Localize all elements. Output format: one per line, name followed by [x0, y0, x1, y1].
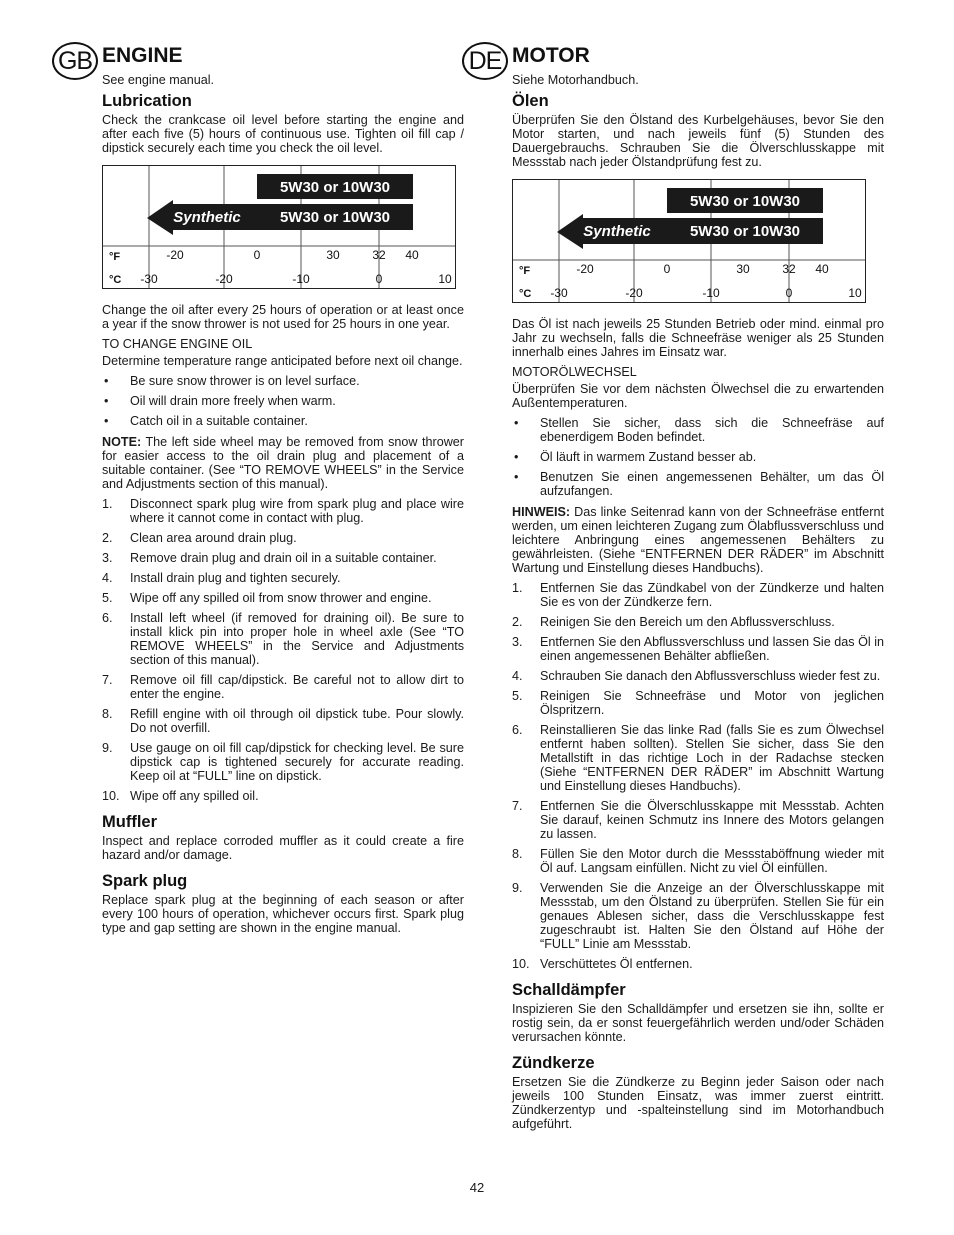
- list-item: [102, 741, 464, 783]
- celsius-tick-label: -20: [215, 272, 233, 286]
- de-section-subtitle: Siehe Motorhandbuch.: [512, 73, 639, 87]
- step-text: Reinigen Sie den Bereich um den Abflussverschluss.: [540, 615, 835, 629]
- de-muffler-text: Inspizieren Sie den Schalldämpfer und ersetzen sie ihn, sollte er rostig sein, da er sonst feuergefährlich werden und/oder Schäden verursachen könnte.: [512, 1002, 884, 1044]
- gb-spark-plug-text: Replace spark plug at the beginning of each season or after every 100 hours of operation, whichever occurs first. Spark plug type and gap setting are shown in the engine manual.: [102, 893, 464, 935]
- list-item: [102, 591, 464, 605]
- list-item: • Stellen Sie sicher, dass sich die Schneefräse auf ebenerdigem Boden befindet.: [512, 416, 884, 444]
- fahrenheit-tick-label: 0: [663, 262, 671, 276]
- gb-oil-chart-svg: [103, 166, 455, 288]
- step-text: Remove drain plug and drain oil in a suitable container.: [130, 551, 437, 565]
- gb-section-subtitle: See engine manual.: [102, 73, 215, 87]
- synthetic-grade-label: 5W30 or 10W30: [689, 223, 801, 240]
- unit-fahrenheit: °F: [519, 265, 531, 277]
- step-text: Entfernen Sie den Abflussverschluss und lassen Sie das Öl in einen angemessenen Behälter abfließen.: [540, 635, 884, 663]
- step-number: 1.: [512, 581, 523, 595]
- celsius-tick-label: 10: [438, 272, 452, 286]
- de-muffler-heading: Schalldämpfer: [512, 981, 626, 999]
- step-number: 7.: [512, 799, 523, 813]
- list-item: • Benutzen Sie einen angemessenen Behälter, um das Öl aufzufangen.: [512, 470, 884, 498]
- gb-note-label: NOTE:: [102, 435, 142, 449]
- page-number: 42: [469, 1180, 485, 1195]
- synthetic-label: Synthetic: [173, 209, 241, 226]
- de-language-badge: DE: [462, 42, 508, 80]
- de-column: [462, 42, 884, 1137]
- list-item: [102, 497, 464, 525]
- step-text: Reinstallieren Sie das linke Rad (falls Sie es zum Ölwechsel entfernt haben sollten). Stellen Sie sicher, dass Sie den Metallstift in das richtige Loch in der Radachse stecken (Siehe “ENTFERNEN DER RÄDER” im Abschnitt Wartung und Einstellung dieses Handbuchs).: [540, 723, 884, 793]
- de-change-interval: Das Öl ist nach jeweils 25 Stunden Betrieb oder mind. einmal pro Jahr zu wechseln, falls die Schneefräse weniger als 25 Stunden innerhalb eines Jahres im Einsatz war.: [512, 317, 884, 359]
- de-section-title: MOTOR: [512, 44, 590, 67]
- step-text: Wipe off any spilled oil.: [130, 789, 259, 803]
- gb-lubrication-intro: Check the crankcase oil level before starting the engine and after each five (5) hours of continuous use. Tighten oil fill cap / dipstick securely each time you check the oil level.: [102, 113, 464, 155]
- list-item: [102, 789, 464, 803]
- list-item: [102, 707, 464, 735]
- oil-grade-label: 5W30 or 10W30: [279, 179, 391, 196]
- celsius-tick-label: -10: [702, 286, 720, 300]
- step-number: 1.: [102, 497, 113, 511]
- list-item: [512, 799, 884, 841]
- de-steps-list: [512, 581, 884, 971]
- celsius-tick-label: -30: [140, 272, 158, 286]
- step-number: 2.: [102, 531, 113, 545]
- de-determine-range: Überprüfen Sie vor dem nächsten Ölwechsel die zu erwartenden Außentemperaturen.: [512, 382, 884, 410]
- de-oil-temperature-chart: [512, 179, 866, 303]
- step-number: 7.: [102, 673, 113, 687]
- de-note: [512, 505, 884, 575]
- step-number: 5.: [512, 689, 523, 703]
- list-item: [102, 551, 464, 565]
- fahrenheit-tick-label: 40: [815, 262, 829, 276]
- de-change-oil-heading: MOTORÖLWECHSEL: [512, 365, 637, 379]
- gb-change-interval: Change the oil after every 25 hours of operation or at least once a year if the snow thrower is not used for 25 hours in one year.: [102, 303, 464, 331]
- step-number: 8.: [102, 707, 113, 721]
- celsius-tick-label: 10: [848, 286, 862, 300]
- step-number: 2.: [512, 615, 523, 629]
- step-text: Entfernen Sie das Zündkabel von der Zündkerze und halten Sie es von der Zündkerze fern.: [540, 581, 884, 609]
- step-text: Remove oil fill cap/dipstick. Be careful not to allow dirt to enter the engine.: [130, 673, 464, 701]
- step-text: Schrauben Sie danach den Abflussverschluss wieder fest zu.: [540, 669, 881, 683]
- step-text: Use gauge on oil fill cap/dipstick for checking level. Be sure dipstick cap is tightened securely for accurate reading. Keep oil at “FULL” line on dipstick.: [130, 741, 464, 783]
- gb-steps-list: [102, 497, 464, 803]
- gb-note: [102, 435, 464, 491]
- celsius-tick-label: -30: [550, 286, 568, 300]
- list-item: [102, 531, 464, 545]
- unit-celsius: °C: [109, 274, 122, 286]
- step-text: Wipe off any spilled oil from snow thrower and engine.: [130, 591, 432, 605]
- gb-column: [52, 42, 464, 941]
- de-note-text: Das linke Seitenrad kann von der Schneefräse entfernt werden, um einen leichteren Zugang zum Ölabflussverschluss und leichtere Anbringung eines angemessenen Behälters zu gewährleisten. (Siehe “ENTFERNEN DER RÄDER” im Abschnitt Wartung und Einstellung dieses Handbuchs).: [512, 505, 884, 575]
- de-content: [512, 92, 884, 1131]
- step-number: 3.: [512, 635, 523, 649]
- gb-lubrication-heading: Lubrication: [102, 92, 192, 110]
- step-number: 3.: [102, 551, 113, 565]
- step-number: 10.: [102, 789, 120, 803]
- gb-header: [52, 42, 464, 87]
- step-text: Refill engine with oil through oil dipstick tube. Pour slowly. Do not overfill.: [130, 707, 464, 735]
- step-number: 4.: [512, 669, 523, 683]
- de-spark-plug-text: Ersetzen Sie die Zündkerze zu Beginn jeder Saison oder nach jeweils 100 Stunden Einsatz, was immer zuerst eintritt. Zündkerzentyp und -spalteinstellung sind im Motorhandbuch aufgeführt.: [512, 1075, 884, 1131]
- de-oil-chart-svg: [513, 180, 865, 302]
- step-text: Füllen Sie den Motor durch die Messstaböffnung wieder mit Öl auf. Langsam einfüllen. Nicht zu viel Öl einfüllen.: [540, 847, 884, 875]
- list-item: [512, 689, 884, 717]
- step-number: 6.: [512, 723, 523, 737]
- step-text: Clean area around drain plug.: [130, 531, 297, 545]
- gb-content: [102, 92, 464, 935]
- gb-muffler-text: Inspect and replace corroded muffler as it could create a fire hazard and/or damage.: [102, 834, 464, 862]
- fahrenheit-tick-label: -20: [576, 262, 594, 276]
- gb-note-text: The left side wheel may be removed from snow thrower for easier access to the oil drain plug and placement of a suitable container. (See “TO REMOVE WHEELS” in the Service and Adjustments section of this manual).: [102, 435, 464, 491]
- fahrenheit-tick-label: 32: [782, 262, 796, 276]
- step-number: 8.: [512, 847, 523, 861]
- fahrenheit-tick-label: 30: [736, 262, 750, 276]
- step-number: 4.: [102, 571, 113, 585]
- synthetic-grade-label: 5W30 or 10W30: [279, 209, 391, 226]
- list-item: [102, 611, 464, 667]
- list-item: • Catch oil in a suitable container.: [102, 414, 464, 428]
- step-text: Disconnect spark plug wire from spark plug and place wire where it cannot come in contact with plug.: [130, 497, 464, 525]
- unit-fahrenheit: °F: [109, 251, 121, 263]
- list-item: [512, 615, 884, 629]
- step-text: Verschüttetes Öl entfernen.: [540, 957, 693, 971]
- list-item: • Öl läuft in warmem Zustand besser ab.: [512, 450, 884, 464]
- gb-section-title: ENGINE: [102, 44, 183, 67]
- celsius-tick-label: 0: [375, 272, 383, 286]
- fahrenheit-tick-label: 40: [405, 248, 419, 262]
- de-note-label: HINWEIS:: [512, 505, 571, 519]
- gb-muffler-heading: Muffler: [102, 813, 157, 831]
- list-item: [102, 571, 464, 585]
- step-text: Reinigen Sie Schneefräse und Motor von jeglichen Ölspritzern.: [540, 689, 884, 717]
- celsius-tick-label: -10: [292, 272, 310, 286]
- list-item: • Oil will drain more freely when warm.: [102, 394, 464, 408]
- list-item: [512, 847, 884, 875]
- fahrenheit-tick-label: 32: [372, 248, 386, 262]
- list-item: [102, 673, 464, 701]
- step-number: 9.: [512, 881, 523, 895]
- de-precaution-list: [512, 416, 884, 498]
- fahrenheit-tick-label: 0: [253, 248, 261, 262]
- gb-oil-temperature-chart: [102, 165, 456, 289]
- de-spark-plug-heading: Zündkerze: [512, 1054, 595, 1072]
- step-number: 9.: [102, 741, 113, 755]
- oil-grade-label: 5W30 or 10W30: [689, 193, 801, 210]
- de-lubrication-intro: Überprüfen Sie den Ölstand des Kurbelgehäuses, bevor Sie den Motor starten, und nach jeweils fünf (5) Stunden des Dauergebrauchs. Schrauben Sie die Ölverschlusskappe mit Messstab nach jeder Ölstandprüfung fest zu.: [512, 113, 884, 169]
- unit-celsius: °C: [519, 288, 532, 300]
- gb-change-oil-heading: TO CHANGE ENGINE OIL: [102, 337, 253, 351]
- synthetic-label: Synthetic: [583, 223, 651, 240]
- list-item: [512, 957, 884, 971]
- list-item: [512, 581, 884, 609]
- fahrenheit-tick-label: 30: [326, 248, 340, 262]
- step-number: 10.: [512, 957, 530, 971]
- gb-determine-range: Determine temperature range anticipated before next oil change.: [102, 354, 463, 368]
- list-item: [512, 635, 884, 663]
- step-number: 6.: [102, 611, 113, 625]
- list-item: [512, 723, 884, 793]
- step-text: Install left wheel (if removed for draining oil). Be sure to install klick pin into proper hole in wheel axle (See “TO REMOVE WHEELS” in the Service and Adjustments section of this manual).: [130, 611, 464, 667]
- list-item: [512, 881, 884, 951]
- list-item: [512, 669, 884, 683]
- gb-spark-plug-heading: Spark plug: [102, 872, 188, 890]
- step-number: 5.: [102, 591, 113, 605]
- de-header: [462, 42, 884, 87]
- step-text: Entfernen Sie die Ölverschlusskappe mit Messstab. Achten Sie darauf, keinen Schmutz ins Innere des Motors gelangen zu lassen.: [540, 799, 884, 841]
- gb-language-badge: GB: [52, 42, 98, 80]
- list-item: • Be sure snow thrower is on level surface.: [102, 374, 464, 388]
- celsius-tick-label: -20: [625, 286, 643, 300]
- step-text: Install drain plug and tighten securely.: [130, 571, 341, 585]
- step-text: Verwenden Sie die Anzeige an der Ölverschlusskappe mit Messstab, um den Ölstand zu überprüfen. Stellen Sie für ein genaues Ablesen sicher, dass die Verschlusskappe fest zugeschraubt ist. Halten Sie den Ölstand auf Höhe der “FULL” Linie am Messstab.: [540, 881, 884, 951]
- gb-precaution-list: [102, 374, 464, 428]
- de-lubrication-heading: Ölen: [512, 92, 549, 110]
- celsius-tick-label: 0: [785, 286, 793, 300]
- fahrenheit-tick-label: -20: [166, 248, 184, 262]
